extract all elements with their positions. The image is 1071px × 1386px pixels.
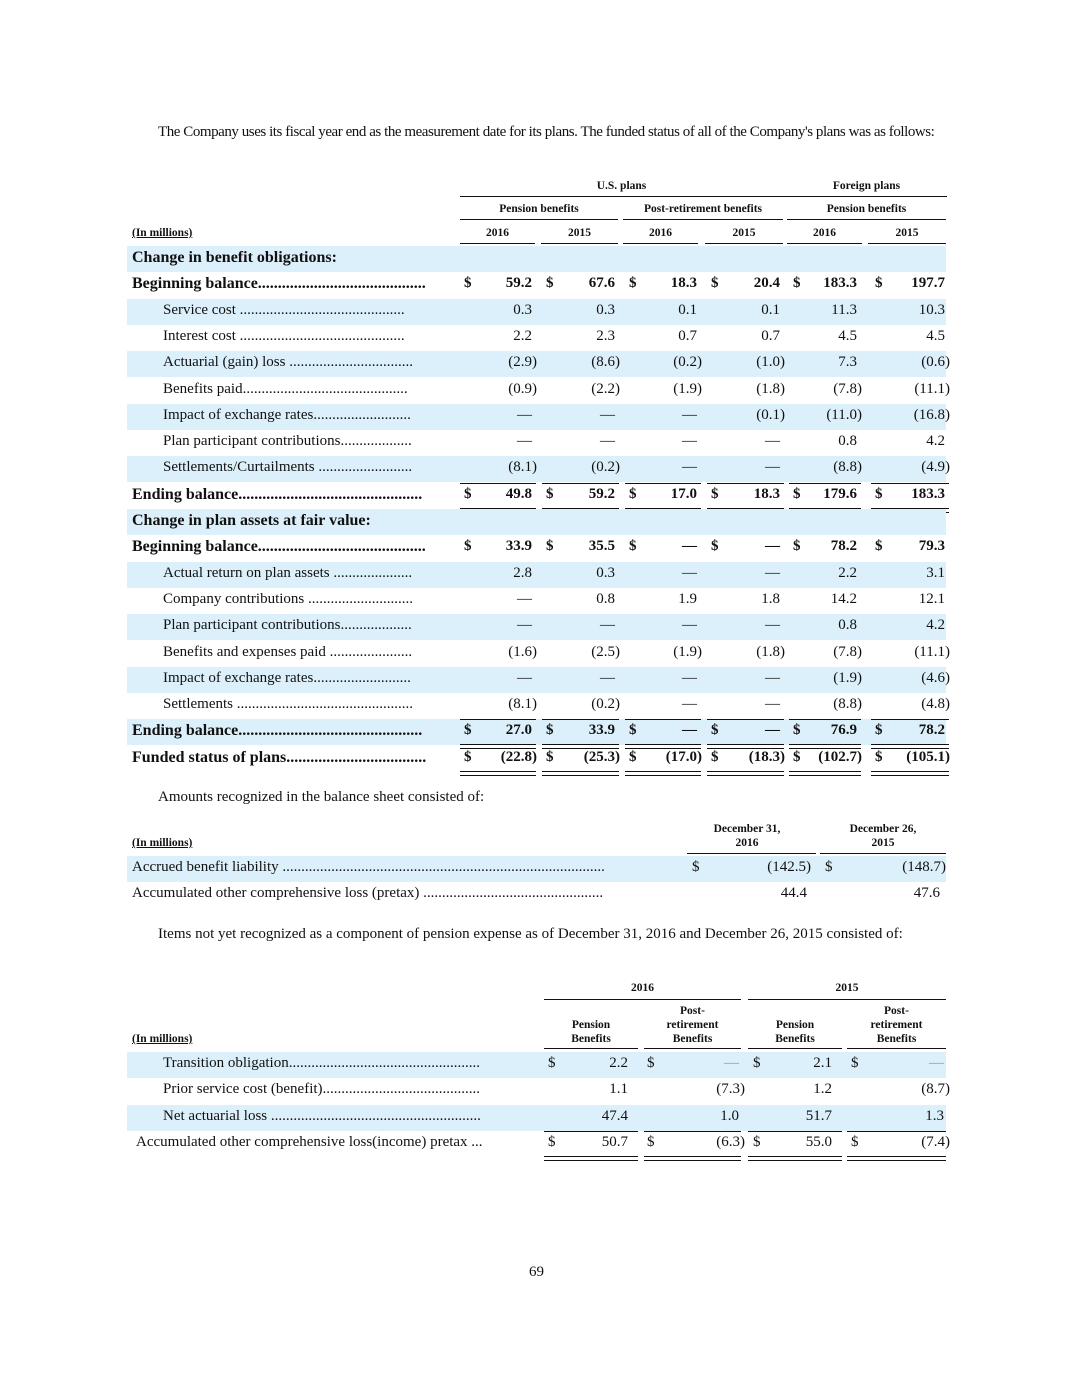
unrecognized-row-label: Prior service cost (benefit).......................................... xyxy=(163,1081,481,1098)
obligation-row xyxy=(127,404,950,430)
obligation-row xyxy=(127,299,946,325)
subtotal-rule xyxy=(871,719,949,720)
asset-row-label: Actual return on plan assets ..................... xyxy=(163,564,413,581)
value-cell: 12.1 xyxy=(918,590,945,607)
year-underline xyxy=(544,999,741,1000)
currency-symbol: $ xyxy=(793,275,801,292)
unrecognized-row-label: Accumulated other comprehensive loss(income) pretax ... xyxy=(136,1133,483,1150)
column-underline xyxy=(847,1048,946,1049)
total-double-rule xyxy=(460,771,536,776)
currency-symbol: $ xyxy=(464,748,472,765)
asset-row-label: Plan participant contributions................... xyxy=(163,617,412,634)
in-millions-label: (In millions) xyxy=(132,227,193,239)
year-header: 2016 xyxy=(486,227,509,239)
value-cell: (8.8) xyxy=(833,696,862,713)
value-cell: 10.3 xyxy=(918,301,945,318)
value-cell: 0.8 xyxy=(596,590,615,607)
year-underline xyxy=(705,243,783,244)
value-cell: 4.2 xyxy=(926,433,945,450)
value-cell: — xyxy=(600,669,615,686)
balance-sheet-intro: Amounts recognized in the balance sheet consisted of: xyxy=(158,789,485,805)
currency-symbol: $ xyxy=(629,748,637,765)
value-cell: 59.2 xyxy=(588,485,615,502)
value-cell: (8.7) xyxy=(921,1081,950,1098)
currency-symbol: $ xyxy=(647,1133,655,1150)
value-cell: (1.8) xyxy=(756,380,785,397)
value-cell: — xyxy=(517,669,532,686)
value-cell: 1.0 xyxy=(720,1107,739,1124)
value-cell: 33.9 xyxy=(505,538,532,555)
value-cell: 0.7 xyxy=(678,327,697,344)
value-cell: (1.8) xyxy=(756,643,785,660)
value-cell: (102.7) xyxy=(818,748,862,765)
year-header: 2016 xyxy=(649,227,672,239)
column-header: Benefits xyxy=(775,1033,815,1045)
value-cell: 0.8 xyxy=(838,617,857,634)
value-cell: 1.2 xyxy=(813,1081,832,1098)
currency-symbol: $ xyxy=(793,748,801,765)
value-cell: — xyxy=(682,722,697,739)
beginning-balance-row-label: Beginning balance.......................................... xyxy=(132,275,426,293)
value-cell: 7.3 xyxy=(838,354,857,371)
section-plan-assets xyxy=(127,509,946,535)
total-double-rule xyxy=(847,1156,946,1161)
value-cell: (0.2) xyxy=(591,696,620,713)
value-cell: 2.1 xyxy=(813,1055,832,1071)
value-cell: (7.3) xyxy=(716,1081,745,1098)
year-header: 2016 xyxy=(813,227,836,239)
unrecognized-row-label: Transition obligation................................................... xyxy=(163,1055,480,1071)
unrecognized-row-label: Net actuarial loss ........................................................ xyxy=(163,1107,481,1124)
column-underline xyxy=(748,1048,842,1049)
obligation-row xyxy=(127,456,950,482)
value-cell: (4.8) xyxy=(921,696,950,713)
asset-row-label: Impact of exchange rates.......................... xyxy=(163,669,411,686)
col-header-2016: December 31, xyxy=(713,823,781,835)
total-double-rule xyxy=(871,771,949,776)
currency-symbol: $ xyxy=(875,538,883,555)
value-cell: (11.1) xyxy=(914,380,950,397)
value-cell: — xyxy=(765,564,780,581)
subgroup-pension-foreign: Pension benefits xyxy=(826,203,907,215)
total-double-rule xyxy=(644,1156,741,1161)
value-cell: — xyxy=(517,617,532,634)
value-cell: — xyxy=(682,406,697,423)
value-cell: (0.2) xyxy=(591,459,620,476)
column-header: Post- xyxy=(884,1005,909,1017)
value-cell: (1.9) xyxy=(833,669,862,686)
balance-row-label: Accumulated other comprehensive loss (pretax) ................................................ xyxy=(132,885,604,901)
value-cell: (7.8) xyxy=(833,380,862,397)
items-not-recognized-intro: Items not yet recognized as a component of pension expense as of December 31, 2016 and December 26, 2015 consisted of: xyxy=(158,926,903,942)
assets-beginning-balance-row xyxy=(127,535,946,561)
value-cell: (16.8) xyxy=(913,406,950,423)
value-cell: 51.7 xyxy=(805,1107,832,1124)
subgroup-pension-us: Pension benefits xyxy=(499,203,579,215)
currency-symbol: $ xyxy=(793,538,801,555)
value-cell: 44.4 xyxy=(780,885,807,901)
value-cell: (2.9) xyxy=(508,354,537,371)
col-header-2015: December 26, xyxy=(849,823,917,835)
subtotal-rule xyxy=(789,483,861,484)
total-double-rule xyxy=(544,1156,638,1161)
value-cell: — xyxy=(600,617,615,634)
value-cell: — xyxy=(765,722,780,739)
currency-symbol: $ xyxy=(546,275,554,292)
currency-symbol: $ xyxy=(711,275,719,292)
currency-symbol: $ xyxy=(548,1133,556,1150)
value-cell: 20.4 xyxy=(753,275,780,292)
column-header: Benefits xyxy=(571,1033,611,1045)
section-plan-assets-label: Change in plan assets at fair value: xyxy=(132,512,371,529)
currency-symbol: $ xyxy=(548,1055,556,1071)
currency-symbol: $ xyxy=(692,859,700,875)
asset-row xyxy=(127,641,950,667)
currency-symbol: $ xyxy=(546,722,554,739)
value-cell: (4.9) xyxy=(921,459,950,476)
column-header: retirement xyxy=(870,1019,923,1031)
currency-symbol: $ xyxy=(629,538,637,555)
value-cell: (1.9) xyxy=(673,643,702,660)
currency-symbol: $ xyxy=(793,485,801,502)
column-header: Benefits xyxy=(876,1033,917,1045)
subtotal-rule xyxy=(460,483,536,484)
value-cell: (8.6) xyxy=(591,354,620,371)
balance-row-label: Accrued benefit liability ...................................................................................... xyxy=(132,859,605,875)
funded-status-row xyxy=(127,746,950,772)
balance-row xyxy=(127,856,946,882)
obligation-row-label: Benefits paid............................................ xyxy=(163,380,408,397)
value-cell: 4.2 xyxy=(926,617,945,634)
value-cell: 78.2 xyxy=(830,538,857,555)
value-cell: (22.8) xyxy=(500,748,537,765)
value-cell: (1.0) xyxy=(756,354,785,371)
subtotal-rule xyxy=(871,483,949,484)
obligation-row-label: Impact of exchange rates.......................... xyxy=(163,406,411,423)
value-cell: 183.3 xyxy=(911,485,945,502)
value-cell: 197.7 xyxy=(911,275,945,292)
page-number: 69 xyxy=(529,1264,544,1280)
value-cell: (8.8) xyxy=(833,459,862,476)
subtotal-rule xyxy=(847,1131,946,1132)
asset-row xyxy=(127,588,946,614)
value-cell: 1.1 xyxy=(609,1081,628,1098)
value-cell: — xyxy=(600,433,615,450)
in-millions-label: (In millions) xyxy=(132,837,193,849)
value-cell: 47.4 xyxy=(601,1107,628,1124)
currency-symbol: $ xyxy=(711,485,719,502)
currency-symbol: $ xyxy=(629,485,637,502)
year-header: 2015 xyxy=(835,982,859,994)
year-underline xyxy=(541,243,618,244)
group-header-us: U.S. plans xyxy=(596,180,647,192)
unrecognized-row xyxy=(127,1105,946,1131)
year-header: 2016 xyxy=(631,982,654,994)
value-cell: — xyxy=(765,669,780,686)
asset-row xyxy=(127,562,946,588)
value-cell: 1.3 xyxy=(925,1107,944,1124)
currency-symbol: $ xyxy=(825,859,833,875)
value-cell: 0.8 xyxy=(838,433,857,450)
obligation-row-label: Plan participant contributions................... xyxy=(163,433,412,450)
column-header: Benefits xyxy=(672,1033,713,1045)
beginning-balance-row xyxy=(127,272,946,298)
column-header: Pension xyxy=(571,1019,611,1031)
value-cell: (6.3) xyxy=(716,1133,745,1150)
value-cell: — xyxy=(765,433,780,450)
currency-symbol: $ xyxy=(464,275,472,292)
value-cell: 18.3 xyxy=(753,485,780,502)
currency-symbol: $ xyxy=(875,275,883,292)
year-underline xyxy=(787,243,862,244)
obligation-row-label: Actuarial (gain) loss ................................. xyxy=(163,354,413,371)
year-header: 2015 xyxy=(732,227,756,239)
value-cell: (148.7) xyxy=(902,859,946,875)
value-cell: — xyxy=(517,406,532,423)
assets-ending-balance-row-label: Ending balance.............................................. xyxy=(132,722,423,740)
value-cell: — xyxy=(682,617,697,634)
value-cell: — xyxy=(929,1055,944,1071)
value-cell: (7.4) xyxy=(921,1133,950,1150)
value-cell: 2.8 xyxy=(513,564,532,581)
currency-symbol: $ xyxy=(711,538,719,555)
value-cell: — xyxy=(682,538,697,555)
value-cell: 2.2 xyxy=(609,1055,628,1071)
obligation-row xyxy=(127,351,950,377)
value-cell: — xyxy=(682,564,697,581)
value-cell: — xyxy=(682,669,697,686)
value-cell: (105.1) xyxy=(906,748,950,765)
value-cell: 33.9 xyxy=(588,722,615,739)
value-cell: — xyxy=(600,406,615,423)
col-underline xyxy=(687,853,816,854)
assets-ending-balance-row xyxy=(127,719,946,745)
value-cell: 4.5 xyxy=(926,327,945,344)
value-cell: — xyxy=(682,696,697,713)
value-cell: — xyxy=(517,433,532,450)
column-underline xyxy=(544,1048,638,1049)
currency-symbol: $ xyxy=(464,485,472,502)
total-double-rule xyxy=(748,1156,842,1161)
obligation-row xyxy=(127,325,946,351)
asset-row-label: Benefits and expenses paid ...................... xyxy=(163,643,413,660)
value-cell: 27.0 xyxy=(505,722,532,739)
currency-symbol: $ xyxy=(711,722,719,739)
col-header-2015-year: 2015 xyxy=(871,837,895,849)
value-cell: 78.2 xyxy=(918,722,945,739)
value-cell: (2.2) xyxy=(591,380,620,397)
subtotal-rule xyxy=(542,719,619,720)
asset-row xyxy=(127,614,946,640)
value-cell: — xyxy=(765,538,780,555)
value-cell: 4.5 xyxy=(838,327,857,344)
value-cell: 183.3 xyxy=(823,275,857,292)
asset-row-label: Company contributions ............................ xyxy=(163,590,413,607)
section-benefit-obligations-label: Change in benefit obligations: xyxy=(132,249,337,266)
currency-symbol: $ xyxy=(851,1133,859,1150)
value-cell: — xyxy=(682,459,697,476)
subtotal-rule xyxy=(544,1131,638,1132)
value-cell: 179.6 xyxy=(823,485,857,502)
value-cell: 1.9 xyxy=(678,590,697,607)
unrecognized-row xyxy=(127,1131,950,1157)
currency-symbol: $ xyxy=(546,748,554,765)
subtotal-rule xyxy=(625,719,701,720)
ending-balance-row xyxy=(127,483,946,509)
subtotal-rule xyxy=(460,719,536,720)
obligation-row-label: Service cost ............................................ xyxy=(163,301,405,318)
value-cell: (8.1) xyxy=(508,696,537,713)
currency-symbol: $ xyxy=(464,722,472,739)
value-cell: (0.9) xyxy=(508,380,537,397)
value-cell: 18.3 xyxy=(670,275,697,292)
value-cell: 14.2 xyxy=(830,590,857,607)
currency-symbol: $ xyxy=(647,1055,655,1071)
subtotal-rule xyxy=(789,719,861,720)
value-cell: — xyxy=(765,696,780,713)
value-cell: 0.1 xyxy=(678,301,697,318)
year-underline xyxy=(460,243,535,244)
column-header: Pension xyxy=(775,1019,815,1031)
value-cell: (1.6) xyxy=(508,643,537,660)
value-cell: 2.3 xyxy=(596,327,615,344)
obligation-row xyxy=(127,430,946,456)
col-underline xyxy=(820,853,946,854)
unrecognized-row xyxy=(127,1052,946,1078)
value-cell: 35.5 xyxy=(588,538,615,555)
value-cell: — xyxy=(765,459,780,476)
value-cell: 79.3 xyxy=(918,538,945,555)
value-cell: 49.8 xyxy=(505,485,532,502)
value-cell: 11.3 xyxy=(831,301,857,318)
year-underline xyxy=(623,243,698,244)
year-underline xyxy=(868,243,946,244)
value-cell: 47.6 xyxy=(913,885,940,901)
value-cell: 3.1 xyxy=(926,564,945,581)
value-cell: (18.3) xyxy=(748,748,785,765)
currency-symbol: $ xyxy=(546,485,554,502)
total-double-rule xyxy=(542,771,619,776)
section-benefit-obligations xyxy=(127,246,946,272)
value-cell: — xyxy=(724,1055,739,1071)
value-cell: 50.7 xyxy=(601,1133,628,1150)
value-cell: 17.0 xyxy=(670,485,697,502)
group-header-foreign: Foreign plans xyxy=(832,180,901,192)
currency-symbol: $ xyxy=(753,1055,761,1071)
ending-balance-row-label: Ending balance.............................................. xyxy=(132,485,423,503)
obligation-row xyxy=(127,378,950,404)
currency-symbol: $ xyxy=(753,1133,761,1150)
value-cell: (17.0) xyxy=(665,748,702,765)
column-header: retirement xyxy=(666,1019,719,1031)
value-cell: (2.5) xyxy=(591,643,620,660)
subtotal-rule xyxy=(707,483,784,484)
value-cell: 55.0 xyxy=(805,1133,832,1150)
column-header: Post- xyxy=(680,1005,705,1017)
obligation-row-label: Interest cost ............................................ xyxy=(163,327,405,344)
value-cell: (0.1) xyxy=(756,406,785,423)
value-cell: 0.7 xyxy=(761,327,780,344)
value-cell: 76.9 xyxy=(830,722,857,739)
value-cell: 67.6 xyxy=(588,275,615,292)
asset-row xyxy=(127,693,950,719)
assets-beginning-balance-row-label: Beginning balance.......................................... xyxy=(132,538,426,556)
subtotal-rule xyxy=(625,483,701,484)
year-header: 2015 xyxy=(568,227,591,239)
currency-symbol: $ xyxy=(875,485,883,502)
col-header-2016-year: 2016 xyxy=(735,837,759,849)
value-cell: (142.5) xyxy=(767,859,811,875)
currency-symbol: $ xyxy=(875,748,883,765)
obligation-row-label: Settlements/Curtailments ......................... xyxy=(163,459,413,476)
value-cell: (0.6) xyxy=(921,354,950,371)
value-cell: 0.3 xyxy=(596,564,615,581)
currency-symbol: $ xyxy=(793,722,801,739)
subtotal-rule xyxy=(542,483,619,484)
balance-row xyxy=(127,882,946,908)
value-cell: — xyxy=(517,590,532,607)
asset-row-label: Settlements ............................................... xyxy=(163,696,413,713)
subgroup-postretirement: Post-retirement benefits xyxy=(643,203,763,215)
in-millions-label: (In millions) xyxy=(132,1033,193,1045)
value-cell: — xyxy=(682,433,697,450)
value-cell: 59.2 xyxy=(505,275,532,292)
currency-symbol: $ xyxy=(851,1055,859,1071)
value-cell: (4.6) xyxy=(921,669,950,686)
value-cell: 1.8 xyxy=(761,590,780,607)
value-cell: 0.3 xyxy=(513,301,532,318)
value-cell: (8.1) xyxy=(508,459,537,476)
currency-symbol: $ xyxy=(875,722,883,739)
currency-symbol: $ xyxy=(629,275,637,292)
value-cell: 2.2 xyxy=(838,564,857,581)
subtotal-rule xyxy=(748,1131,842,1132)
value-cell: (1.9) xyxy=(673,380,702,397)
value-cell: 0.3 xyxy=(596,301,615,318)
currency-symbol: $ xyxy=(464,538,472,555)
unrecognized-row xyxy=(127,1078,950,1104)
value-cell: (0.2) xyxy=(673,354,702,371)
currency-symbol: $ xyxy=(546,538,554,555)
asset-row xyxy=(127,667,950,693)
value-cell: (7.8) xyxy=(833,643,862,660)
column-underline xyxy=(644,1048,741,1049)
value-cell: 2.2 xyxy=(513,327,532,344)
currency-symbol: $ xyxy=(711,748,719,765)
year-header: 2015 xyxy=(895,227,919,239)
year-underline xyxy=(748,999,946,1000)
subtotal-rule xyxy=(707,719,784,720)
total-double-rule xyxy=(625,771,701,776)
value-cell: — xyxy=(765,617,780,634)
total-double-rule xyxy=(789,771,861,776)
intro-paragraph: The Company uses its fiscal year end as the measurement date for its plans. The funded status of all of the Company's plans was as follows: xyxy=(158,124,935,140)
value-cell: 0.1 xyxy=(761,301,780,318)
value-cell: (11.0) xyxy=(826,406,862,423)
funded-status-row-label: Funded status of plans................................... xyxy=(132,748,427,766)
value-cell: (25.3) xyxy=(583,748,620,765)
subtotal-rule xyxy=(644,1131,741,1132)
total-double-rule xyxy=(707,771,784,776)
group-underline xyxy=(460,196,947,197)
value-cell: (11.1) xyxy=(914,643,950,660)
currency-symbol: $ xyxy=(629,722,637,739)
